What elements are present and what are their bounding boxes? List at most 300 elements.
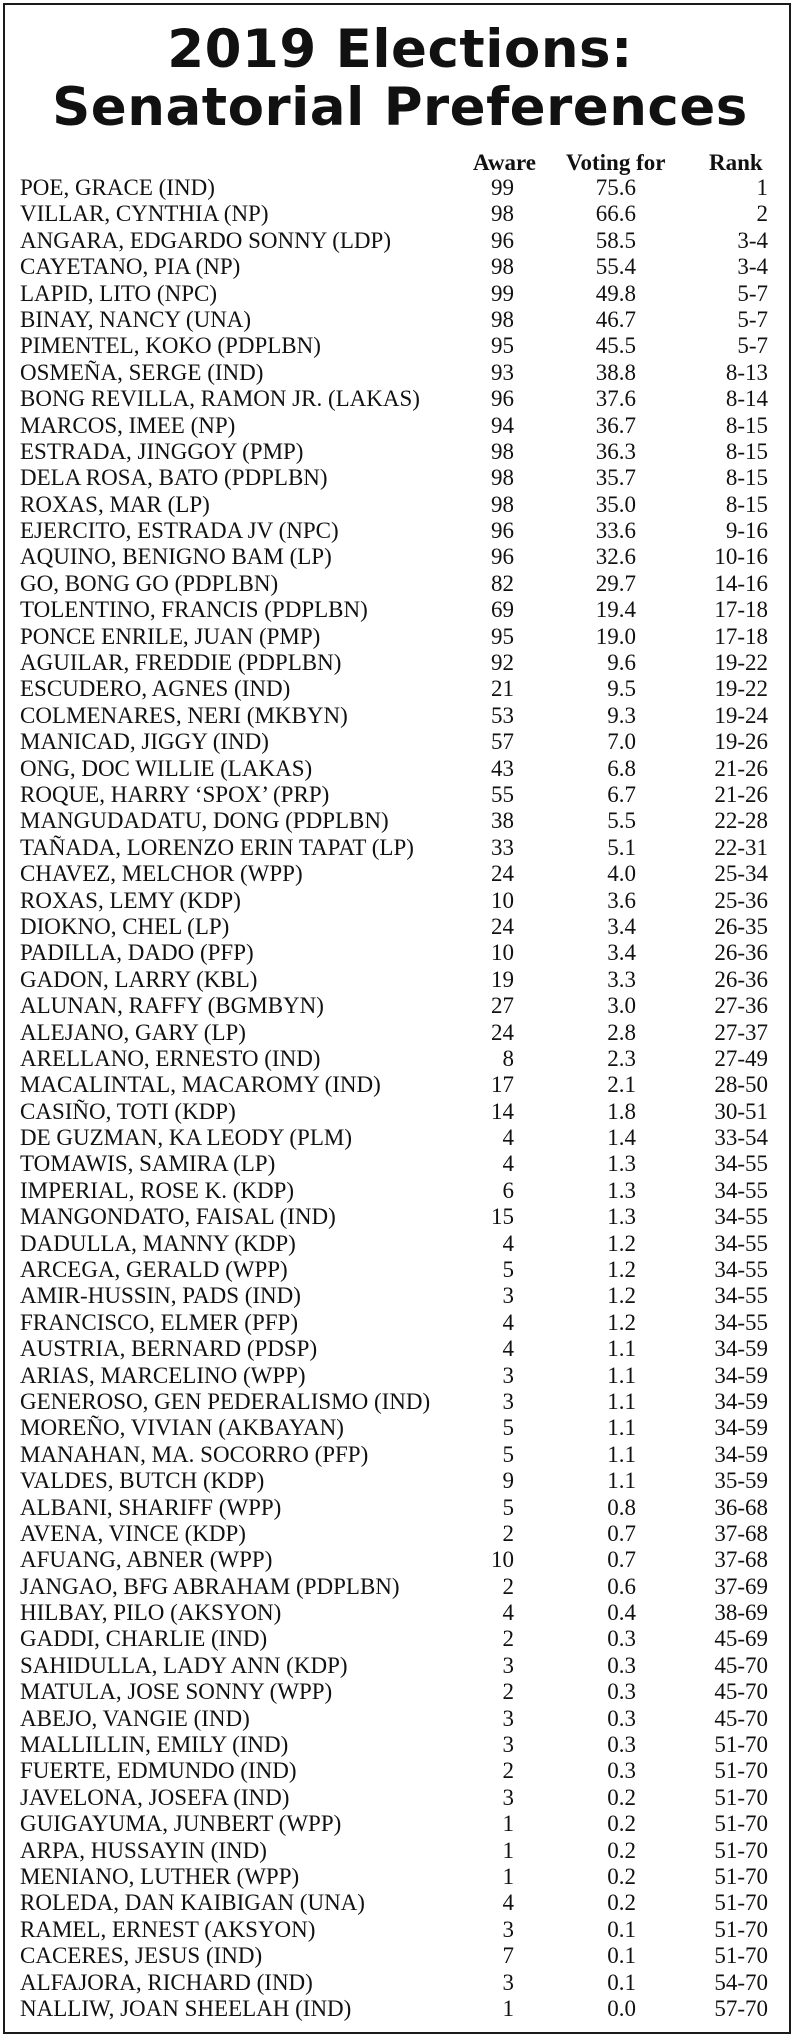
candidate-name: GADON, LARRY (KBL) [20, 966, 258, 992]
candidate-name: CASIÑO, TOTI (KDP) [20, 1098, 236, 1124]
table-row [0, 1415, 800, 1441]
table-row [0, 1547, 800, 1573]
voting-for-value: 3.4 [607, 940, 636, 966]
candidate-name: ESTRADA, JINGGOY (PMP) [20, 438, 304, 464]
candidate-name: ROQUE, HARRY ‘SPOX’ (PRP) [20, 781, 330, 807]
table-row [0, 1020, 800, 1046]
aware-value: 92 [491, 650, 514, 676]
aware-value: 43 [491, 755, 514, 781]
rank-value: 51-70 [714, 1732, 768, 1758]
candidate-name: SAHIDULLA, LADY ANN (KDP) [20, 1652, 348, 1678]
rank-value: 34-55 [714, 1283, 768, 1309]
candidate-name: ALUNAN, RAFFY (BGMBYN) [20, 993, 324, 1019]
candidate-name: TAÑADA, LORENZO ERIN TAPAT (LP) [20, 834, 414, 860]
rank-value: 25-36 [714, 887, 768, 913]
rank-value: 34-55 [714, 1151, 768, 1177]
aware-value: 1 [502, 1837, 514, 1863]
voting-for-value: 1.1 [607, 1388, 636, 1414]
voting-for-value: 75.6 [595, 175, 636, 200]
rank-value: 8-15 [725, 412, 768, 438]
table-row [0, 1363, 800, 1389]
table-row [0, 228, 800, 254]
voting-for-value: 35.7 [595, 465, 636, 491]
candidate-name: BONG REVILLA, RAMON JR. (LAKAS) [20, 386, 420, 412]
table-row [0, 782, 800, 808]
voting-for-value: 9.6 [607, 650, 636, 676]
candidate-name: DE GUZMAN, KA LEODY (PLM) [20, 1125, 352, 1151]
voting-for-value: 29.7 [595, 570, 636, 596]
rank-value: 37-69 [714, 1573, 768, 1599]
voting-for-value: 1.1 [607, 1468, 636, 1494]
rank-value: 51-70 [714, 1784, 768, 1810]
table-row [0, 624, 800, 650]
rank-value: 34-55 [714, 1204, 768, 1230]
rank-value: 14-16 [714, 570, 768, 596]
aware-value: 53 [491, 702, 514, 728]
voting-for-value: 3.3 [607, 966, 636, 992]
aware-value: 38 [491, 808, 514, 834]
candidate-name: ALBANI, SHARIFF (WPP) [20, 1494, 282, 1520]
rank-value: 27-36 [714, 993, 768, 1019]
table-row [0, 1389, 800, 1415]
rank-value: 2 [756, 201, 768, 227]
table-row [0, 1495, 800, 1521]
voting-for-value: 6.7 [607, 781, 636, 807]
candidate-name: VALDES, BUTCH (KDP) [20, 1468, 265, 1494]
aware-value: 33 [491, 834, 514, 860]
rank-value: 34-55 [714, 1309, 768, 1335]
aware-value: 17 [491, 1072, 514, 1098]
page-title-line1: 2019 Elections: [167, 19, 633, 80]
voting-for-value: 1.2 [607, 1309, 636, 1335]
voting-for-value: 1.4 [607, 1125, 636, 1151]
voting-for-value: 6.8 [607, 755, 636, 781]
rank-value: 19-22 [714, 676, 768, 702]
aware-value: 3 [502, 1705, 514, 1731]
candidate-name: ROLEDA, DAN KAIBIGAN (UNA) [20, 1890, 365, 1916]
rank-value: 17-18 [714, 597, 768, 623]
aware-value: 3 [502, 1652, 514, 1678]
candidate-name: MARCOS, IMEE (NP) [20, 412, 236, 438]
aware-value: 24 [491, 913, 514, 939]
table-row [0, 940, 800, 966]
rank-value: 19-26 [714, 729, 768, 755]
candidate-name: DELA ROSA, BATO (PDPLBN) [20, 465, 328, 491]
voting-for-value: 45.5 [595, 333, 636, 359]
table-row [0, 1600, 800, 1626]
voting-for-value: 0.3 [607, 1732, 636, 1758]
voting-for-value: 1.3 [607, 1177, 636, 1203]
table-row [0, 1072, 800, 1098]
aware-value: 55 [491, 781, 514, 807]
candidate-name: MOREÑO, VIVIAN (AKBAYAN) [20, 1415, 344, 1441]
candidate-name: MANGONDATO, FAISAL (IND) [20, 1204, 336, 1230]
rank-value: 34-59 [714, 1362, 768, 1388]
candidate-name: JAVELONA, JOSEFA (IND) [20, 1784, 290, 1810]
candidate-name: IMPERIAL, ROSE K. (KDP) [20, 1177, 295, 1203]
aware-value: 3 [502, 1283, 514, 1309]
aware-value: 95 [491, 623, 514, 649]
candidate-name: ABEJO, VANGIE (IND) [20, 1705, 250, 1731]
voting-for-value: 36.3 [595, 438, 636, 464]
table-row [0, 676, 800, 702]
voting-for-value: 0.1 [607, 1969, 636, 1995]
voting-for-value: 0.3 [607, 1705, 636, 1731]
voting-for-value: 19.0 [595, 623, 636, 649]
rank-value: 5-7 [737, 333, 768, 359]
aware-value: 4 [502, 1336, 514, 1362]
aware-value: 99 [491, 280, 514, 306]
candidate-name: BINAY, NANCY (UNA) [20, 306, 252, 332]
rank-value: 51-70 [714, 1916, 768, 1942]
table-row [0, 571, 800, 597]
rank-value: 35-59 [714, 1468, 768, 1494]
table-row [0, 1125, 800, 1151]
candidate-name: ANGARA, EDGARDO SONNY (LDP) [20, 227, 391, 253]
aware-value: 98 [491, 306, 514, 332]
rank-value: 57-70 [714, 1995, 768, 2021]
rank-value: 34-55 [714, 1177, 768, 1203]
aware-value: 6 [502, 1177, 514, 1203]
candidate-name: HILBAY, PILO (AKSYON) [20, 1600, 282, 1626]
voting-for-value: 46.7 [595, 306, 636, 332]
voting-for-value: 5.1 [607, 834, 636, 860]
candidate-name: MATULA, JOSE SONNY (WPP) [20, 1679, 333, 1705]
table-row [0, 1310, 800, 1336]
table-row [0, 333, 800, 359]
voting-for-value: 33.6 [595, 518, 636, 544]
candidate-name: LAPID, LITO (NPC) [20, 280, 217, 306]
aware-value: 2 [502, 1520, 514, 1546]
voting-for-value: 1.3 [607, 1204, 636, 1230]
rank-value: 51-70 [714, 1890, 768, 1916]
candidate-name: ROXAS, LEMY (KDP) [20, 887, 241, 913]
candidate-name: MANGUDADATU, DONG (PDPLBN) [20, 808, 389, 834]
voting-for-value: 0.2 [607, 1890, 636, 1916]
aware-value: 4 [502, 1600, 514, 1626]
voting-for-value: 2.8 [607, 1019, 636, 1045]
aware-value: 3 [502, 1362, 514, 1388]
candidate-name: MANAHAN, MA. SOCORRO (PFP) [20, 1441, 369, 1467]
rank-value: 8-15 [725, 491, 768, 517]
rank-value: 27-49 [714, 1045, 768, 1071]
rank-value: 3-4 [737, 227, 768, 253]
aware-value: 1 [502, 1811, 514, 1837]
aware-value: 2 [502, 1758, 514, 1784]
rank-value: 34-59 [714, 1415, 768, 1441]
rank-value: 26-35 [714, 913, 768, 939]
voting-for-value: 38.8 [595, 359, 636, 385]
table-row [0, 175, 800, 201]
rank-value: 34-55 [714, 1257, 768, 1283]
candidate-name: ALFAJORA, RICHARD (IND) [20, 1969, 313, 1995]
aware-value: 96 [491, 518, 514, 544]
aware-value: 98 [491, 465, 514, 491]
voting-for-value: 2.1 [607, 1072, 636, 1098]
rank-value: 45-70 [714, 1679, 768, 1705]
candidate-name: MENIANO, LUTHER (WPP) [20, 1864, 300, 1889]
candidate-name: CHAVEZ, MELCHOR (WPP) [20, 861, 303, 887]
table-row [0, 1151, 800, 1177]
table-row [0, 254, 800, 280]
rank-value: 45-70 [714, 1705, 768, 1731]
aware-value: 98 [491, 254, 514, 280]
header-aware: Aware [473, 150, 537, 175]
voting-for-value: 0.3 [607, 1758, 636, 1784]
table-row [0, 1811, 800, 1837]
table-row [0, 544, 800, 570]
aware-value: 98 [491, 491, 514, 517]
rank-value: 3-4 [737, 254, 768, 280]
rank-value: 8-15 [725, 438, 768, 464]
voting-for-value: 2.3 [607, 1045, 636, 1071]
voting-for-value: 36.7 [595, 412, 636, 438]
rank-value: 54-70 [714, 1969, 768, 1995]
table-row [0, 1732, 800, 1758]
candidate-name: MACALINTAL, MACAROMY (IND) [20, 1072, 381, 1098]
rank-value: 33-54 [714, 1125, 768, 1151]
aware-value: 15 [491, 1204, 514, 1230]
table-row [0, 386, 800, 412]
table-row [0, 1653, 800, 1679]
rank-value: 38-69 [714, 1600, 768, 1626]
voting-for-value: 37.6 [595, 386, 636, 412]
rank-value: 25-34 [714, 861, 768, 887]
candidate-name: EJERCITO, ESTRADA JV (NPC) [20, 518, 339, 544]
voting-for-value: 0.1 [607, 1943, 636, 1969]
voting-for-value: 1.2 [607, 1283, 636, 1309]
candidate-name: PIMENTEL, KOKO (PDPLBN) [20, 333, 321, 359]
voting-for-value: 0.6 [607, 1573, 636, 1599]
table-row [0, 967, 800, 993]
voting-for-value: 49.8 [595, 280, 636, 306]
rank-value: 34-59 [714, 1388, 768, 1414]
voting-for-value: 3.6 [607, 887, 636, 913]
aware-value: 4 [502, 1230, 514, 1256]
table-row [0, 465, 800, 491]
table-row [0, 993, 800, 1019]
voting-for-value: 66.6 [595, 201, 636, 227]
voting-for-value: 0.7 [607, 1520, 636, 1546]
candidate-name: ROXAS, MAR (LP) [20, 491, 210, 517]
table-row [0, 808, 800, 834]
rank-value: 26-36 [714, 940, 768, 966]
rank-value: 27-37 [714, 1019, 768, 1045]
rank-value: 34-59 [714, 1336, 768, 1362]
candidate-name: PONCE ENRILE, JUAN (PMP) [20, 623, 321, 649]
candidate-name: RAMEL, ERNEST (AKSYON) [20, 1916, 316, 1942]
voting-for-value: 1.1 [607, 1336, 636, 1362]
candidate-name: AQUINO, BENIGNO BAM (LP) [20, 544, 332, 570]
rank-value: 30-51 [714, 1098, 768, 1124]
table-row [0, 1758, 800, 1784]
aware-value: 4 [502, 1890, 514, 1916]
rank-value: 17-18 [714, 623, 768, 649]
table-row [0, 835, 800, 861]
table-row [0, 1231, 800, 1257]
voting-for-value: 19.4 [595, 597, 636, 623]
aware-value: 9 [502, 1468, 514, 1494]
voting-for-value: 3.4 [607, 913, 636, 939]
candidate-name: POE, GRACE (IND) [20, 175, 215, 200]
candidate-name: AMIR-HUSSIN, PADS (IND) [20, 1283, 301, 1309]
voting-for-value: 55.4 [595, 254, 636, 280]
candidate-name: VILLAR, CYNTHIA (NP) [20, 201, 269, 227]
rank-value: 5-7 [737, 306, 768, 332]
table-row [0, 1574, 800, 1600]
rank-value: 9-16 [725, 518, 768, 544]
voting-for-value: 0.3 [607, 1679, 636, 1705]
table-row [0, 1046, 800, 1072]
aware-value: 10 [491, 940, 514, 966]
voting-for-value: 58.5 [595, 227, 636, 253]
candidate-name: CACERES, JESUS (IND) [20, 1943, 263, 1969]
aware-value: 7 [502, 1943, 514, 1969]
candidate-name: FRANCISCO, ELMER (PFP) [20, 1309, 298, 1335]
voting-for-value: 1.2 [607, 1230, 636, 1256]
rank-value: 10-16 [714, 544, 768, 570]
table-row [0, 492, 800, 518]
voting-for-value: 0.2 [607, 1811, 636, 1837]
rank-value: 51-70 [714, 1811, 768, 1837]
candidate-name: MANICAD, JIGGY (IND) [20, 729, 269, 755]
voting-for-value: 1.1 [607, 1441, 636, 1467]
rank-value: 36-68 [714, 1494, 768, 1520]
candidate-name: DADULLA, MANNY (KDP) [20, 1230, 296, 1256]
table-row [0, 861, 800, 887]
table-row [0, 597, 800, 623]
table-row [0, 1838, 800, 1864]
candidate-name: ARELLANO, ERNESTO (IND) [20, 1045, 321, 1071]
voting-for-value: 5.5 [607, 808, 636, 834]
table-row [0, 914, 800, 940]
page-title-line2: Senatorial Preferences [52, 77, 748, 138]
voting-for-value: 7.0 [607, 729, 636, 755]
aware-value: 96 [491, 386, 514, 412]
aware-value: 3 [502, 1732, 514, 1758]
header-rank: Rank [709, 150, 763, 175]
candidate-name: MALLILLIN, EMILY (IND) [20, 1732, 289, 1758]
column-headers [0, 148, 800, 178]
rank-value: 1 [756, 175, 768, 200]
aware-value: 4 [502, 1309, 514, 1335]
rank-value: 37-68 [714, 1547, 768, 1573]
candidate-name: OSMEÑA, SERGE (IND) [20, 359, 264, 385]
table-body [0, 175, 800, 2022]
rank-value: 26-36 [714, 966, 768, 992]
candidate-name: GO, BONG GO (PDPLBN) [20, 570, 279, 596]
table-row [0, 1099, 800, 1125]
voting-for-value: 0.4 [607, 1600, 636, 1626]
table-row [0, 1257, 800, 1283]
candidate-name: DIOKNO, CHEL (LP) [20, 913, 230, 939]
aware-value: 19 [491, 966, 514, 992]
candidate-name: JANGAO, BFG ABRAHAM (PDPLBN) [20, 1573, 400, 1599]
voting-for-value: 0.2 [607, 1837, 636, 1863]
voting-for-value: 9.3 [607, 702, 636, 728]
table-row [0, 1178, 800, 1204]
table-row [0, 307, 800, 333]
aware-value: 24 [491, 861, 514, 887]
candidate-name: ONG, DOC WILLIE (LAKAS) [20, 755, 313, 781]
aware-value: 8 [502, 1045, 514, 1071]
aware-value: 94 [491, 412, 514, 438]
table-row [0, 756, 800, 782]
candidate-name: NALLIW, JOAN SHEELAH (IND) [20, 1995, 352, 2021]
aware-value: 4 [502, 1151, 514, 1177]
voting-for-value: 0.1 [607, 1916, 636, 1942]
aware-value: 5 [502, 1494, 514, 1520]
table-row [0, 650, 800, 676]
voting-for-value: 32.6 [595, 544, 636, 570]
table-row [0, 1970, 800, 1996]
candidate-name: ALEJANO, GARY (LP) [20, 1019, 246, 1045]
candidate-name: AGUILAR, FREDDIE (PDPLBN) [20, 650, 342, 676]
candidate-name: AVENA, VINCE (KDP) [20, 1520, 246, 1546]
aware-value: 2 [502, 1679, 514, 1705]
candidate-name: ESCUDERO, AGNES (IND) [20, 676, 291, 702]
rank-value: 51-70 [714, 1758, 768, 1784]
table-row [0, 1336, 800, 1362]
table-row [0, 1706, 800, 1732]
aware-value: 93 [491, 359, 514, 385]
aware-value: 24 [491, 1019, 514, 1045]
table-row [0, 729, 800, 755]
aware-value: 5 [502, 1415, 514, 1441]
aware-value: 98 [491, 438, 514, 464]
rank-value: 8-14 [725, 386, 768, 412]
rank-value: 21-26 [714, 755, 768, 781]
rank-value: 51-70 [714, 1864, 768, 1889]
voting-for-value: 0.2 [607, 1784, 636, 1810]
candidate-name: GUIGAYUMA, JUNBERT (WPP) [20, 1811, 342, 1837]
table-row [0, 201, 800, 227]
aware-value: 5 [502, 1441, 514, 1467]
voting-for-value: 0.2 [607, 1864, 636, 1889]
table-row [0, 281, 800, 307]
rank-value: 45-70 [714, 1652, 768, 1678]
table-row [0, 1996, 800, 2022]
aware-value: 96 [491, 544, 514, 570]
aware-value: 82 [491, 570, 514, 596]
rank-value: 45-69 [714, 1626, 768, 1652]
aware-value: 1 [502, 1995, 514, 2021]
table-row [0, 1890, 800, 1916]
table-row [0, 1442, 800, 1468]
voting-for-value: 0.3 [607, 1626, 636, 1652]
rank-value: 51-70 [714, 1943, 768, 1969]
table-row [0, 518, 800, 544]
candidate-name: ARCEGA, GERALD (WPP) [20, 1257, 288, 1283]
table-row [0, 703, 800, 729]
aware-value: 3 [502, 1784, 514, 1810]
aware-value: 3 [502, 1969, 514, 1995]
aware-value: 10 [491, 1547, 514, 1573]
candidate-name: ARPA, HUSSAYIN (IND) [20, 1837, 267, 1863]
aware-value: 57 [491, 729, 514, 755]
aware-value: 14 [491, 1098, 514, 1124]
table-row [0, 1943, 800, 1969]
aware-value: 99 [491, 175, 514, 200]
table-row [0, 1785, 800, 1811]
aware-value: 27 [491, 993, 514, 1019]
table-row [0, 1917, 800, 1943]
aware-value: 96 [491, 227, 514, 253]
candidate-name: PADILLA, DADO (PFP) [20, 940, 254, 966]
aware-value: 1 [502, 1864, 514, 1889]
table-row [0, 439, 800, 465]
rank-value: 34-55 [714, 1230, 768, 1256]
